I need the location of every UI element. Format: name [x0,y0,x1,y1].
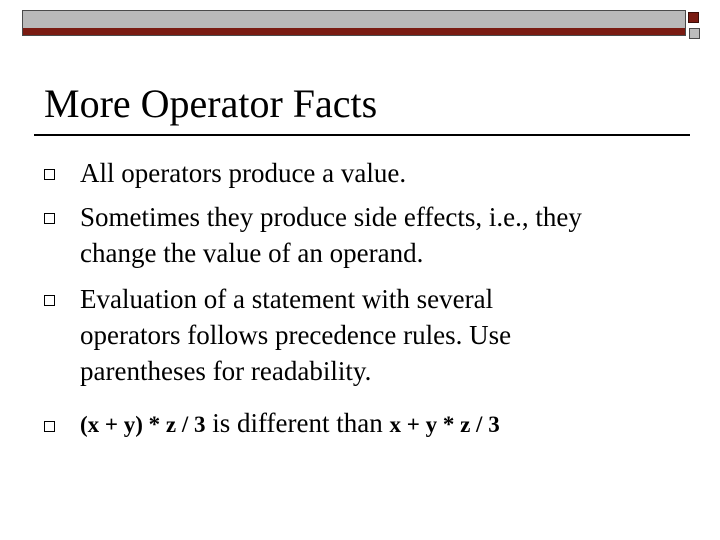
top-band-stripe [23,28,685,35]
bullet-square-icon [44,169,55,180]
code-expression-a: (x + y) * z / 3 [80,412,206,437]
bullet-square-icon [44,213,55,224]
bullet-line [80,406,500,442]
bullet-square-icon [44,421,55,432]
corner-squares [686,10,708,40]
bullet-line: operators follows precedence rules. Use [80,320,512,350]
corner-square-red [688,12,699,23]
slide-title: More Operator Facts [44,81,378,126]
corner-square-gray [689,28,700,39]
top-band [22,10,686,36]
bullet-line: All operators produce a value. [80,158,407,188]
comparison-text: is different than [205,408,390,438]
bullet-line: change the value of an operand. [80,238,424,268]
title-divider [34,134,690,136]
bullet-line: Evaluation of a statement with several [80,284,494,314]
bullet-line: parentheses for readability. [80,356,372,386]
bullet-line: Sometimes they produce side effects, i.e., they [80,202,582,232]
code-expression-b: x + y * z / 3 [389,412,500,437]
bullet-square-icon [44,295,55,306]
